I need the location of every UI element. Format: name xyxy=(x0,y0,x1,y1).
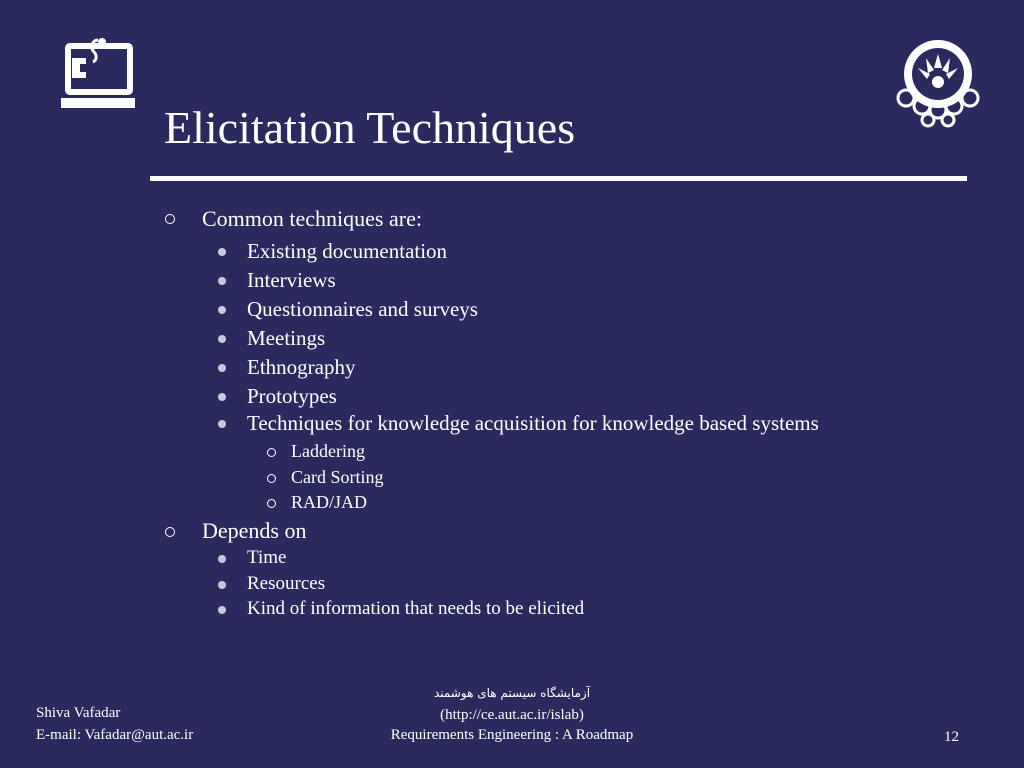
list-item: Questionnaires and surveys xyxy=(247,297,478,321)
list-item: Meetings xyxy=(247,326,326,350)
page-number: 12 xyxy=(944,729,959,745)
footer-email: E-mail: Vafadar@aut.ac.ir xyxy=(36,727,194,743)
section-label: Common techniques are: xyxy=(202,206,422,231)
list-item: Techniques for knowledge acquisition for knowledge based systems xyxy=(247,411,819,435)
bullet-icon xyxy=(218,555,226,563)
footer-course: Requirements Engineering : A Roadmap xyxy=(390,727,634,743)
title-divider xyxy=(150,176,967,181)
list-item: Resources xyxy=(247,573,326,594)
bullet-icon xyxy=(218,335,226,343)
list-item: Kind of information that needs to be elicited xyxy=(247,598,585,619)
bullet-icon xyxy=(218,420,226,428)
footer-lab-name: آزمایشگاه سیستم های هوشمند xyxy=(433,686,591,700)
sub-list-item: RAD/JAD xyxy=(291,492,368,512)
list-item: Time xyxy=(247,547,287,568)
list-item: Interviews xyxy=(247,268,336,292)
bullet-icon xyxy=(218,306,226,314)
slide-title: Elicitation Techniques xyxy=(164,102,576,153)
section-label: Depends on xyxy=(202,518,307,543)
bullet-icon xyxy=(218,364,226,372)
university-emblem xyxy=(890,36,986,128)
sub-list-item: Card Sorting xyxy=(291,467,384,487)
bullet-icon xyxy=(218,393,226,401)
sub-list-item: Laddering xyxy=(291,441,365,461)
list-item: Existing documentation xyxy=(247,239,448,263)
hollow-bullet-icon xyxy=(267,474,276,483)
bullet-icon xyxy=(218,581,226,589)
list-item: Ethnography xyxy=(247,355,356,379)
bullet-icon xyxy=(218,248,226,256)
hollow-bullet-icon xyxy=(267,499,276,508)
footer-lab-url: (http://ce.aut.ac.ir/islab) xyxy=(440,707,584,723)
hollow-bullet-icon xyxy=(165,527,175,537)
hollow-bullet-icon xyxy=(267,448,276,457)
bullet-icon xyxy=(218,606,226,614)
bullet-icon xyxy=(218,277,226,285)
person-at-computer-icon xyxy=(58,34,138,116)
footer-author: Shiva Vafadar xyxy=(36,705,121,721)
list-item: Prototypes xyxy=(247,384,337,408)
hollow-bullet-icon xyxy=(165,214,175,224)
